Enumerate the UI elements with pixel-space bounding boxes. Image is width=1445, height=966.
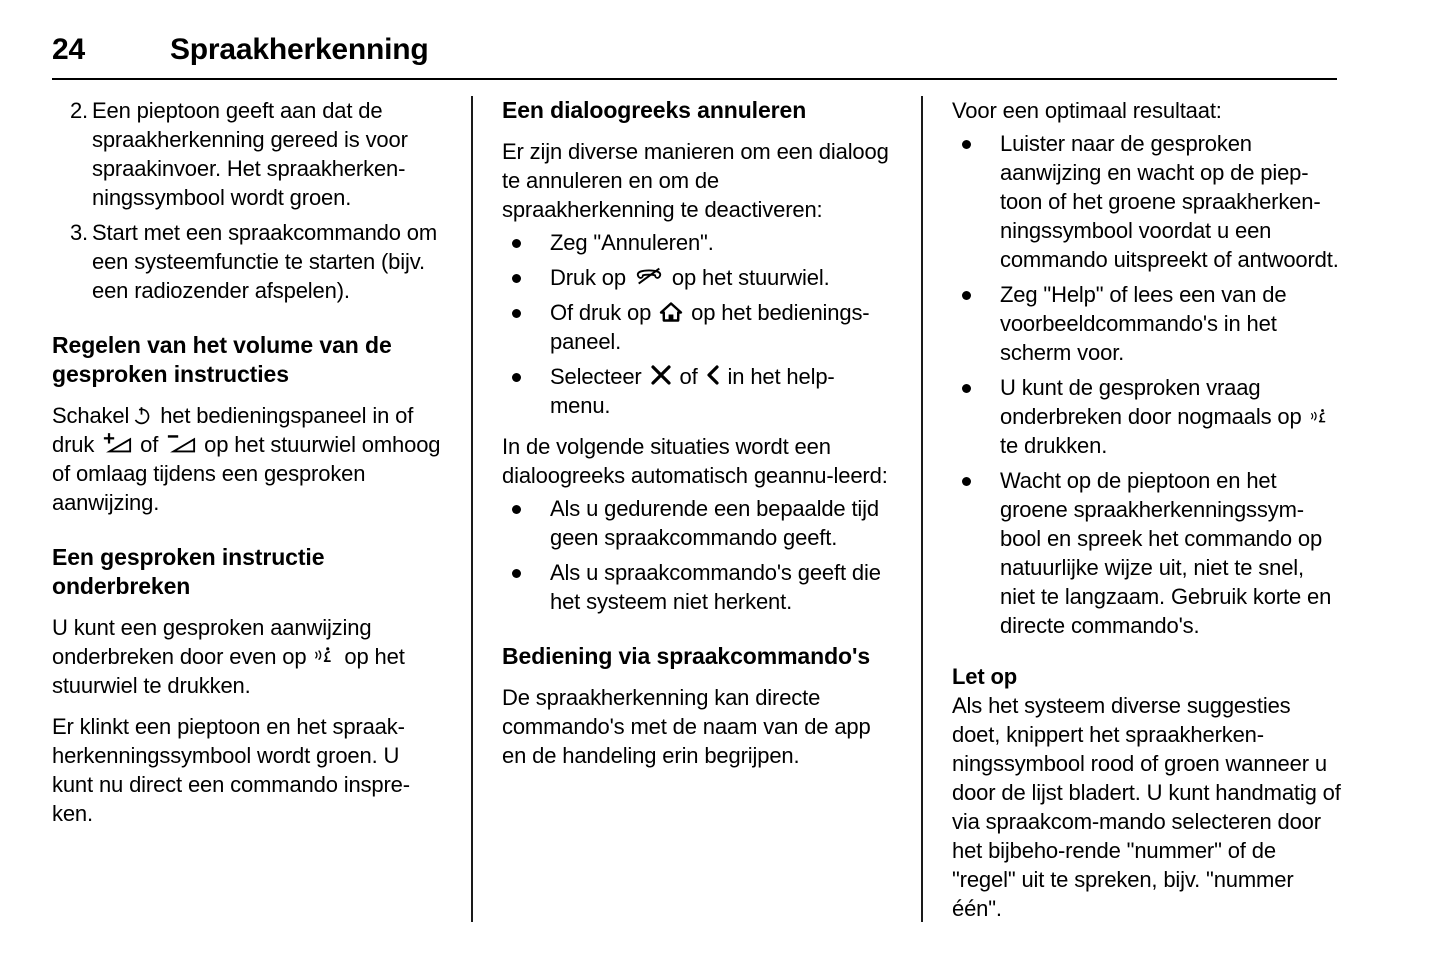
column-3: [952, 96, 1342, 926]
heading-interrupt-instruction: Een gesproken instructie onderbreken: [52, 544, 325, 599]
bullet-dot: [962, 291, 971, 300]
voice-talk-icon: [1310, 407, 1330, 427]
volume-up-icon: [102, 431, 132, 455]
home-icon: [659, 301, 683, 323]
list-item: [502, 228, 892, 257]
column-divider: [471, 96, 473, 922]
column-1: [52, 96, 442, 926]
paragraph-auto-cancel-intro: In de volgende situaties wordt een dialoogreeks automatisch geannu-leerd:: [502, 434, 888, 488]
column-gap-1: [442, 96, 502, 926]
list-item: [952, 466, 1342, 640]
list-text: op het bedienings-paneel.: [550, 300, 870, 354]
optimal-result-list: [952, 129, 1342, 640]
text-fragment: of: [140, 432, 159, 457]
list-item: [952, 129, 1342, 274]
cancel-methods-list: [502, 228, 892, 420]
paragraph-optimal-intro: Voor een optimaal resultaat:: [952, 98, 1222, 123]
list-number: 3.: [69, 220, 88, 245]
close-x-icon: [650, 364, 672, 386]
heading-voice-operation: Bediening via spraakcommando's: [502, 643, 871, 669]
volume-down-icon: [166, 431, 196, 455]
list-item: [952, 373, 1342, 460]
column-gap-2: [892, 96, 952, 926]
power-icon: [131, 405, 152, 426]
paragraph-voice-operation: De spraakherkenning kan directe commando's met de naam van de app en de handeling erin begrijpen.: [502, 685, 871, 768]
list-text: in het help-menu.: [550, 364, 835, 418]
list-text: Start met een spraakcommando om een systeemfunctie te starten (bijv. een radiozender afspelen).: [92, 220, 438, 303]
list-text: Een pieptoon geeft aan dat de spraakherkenning gereed is voor spraakinvoer. Het spraakherken-ningssymbool wordt groen.: [92, 98, 408, 210]
text-fragment: U kunt een gesproken aanwijzing onderbreken door even op: [52, 615, 372, 669]
list-text: Druk op: [550, 265, 626, 290]
list-item: [502, 494, 892, 552]
paragraph-volume: [52, 401, 442, 517]
bullet-dot: [962, 477, 971, 486]
list-text: Zeg "Annuleren".: [550, 230, 714, 255]
note-heading: Let op: [952, 664, 1018, 689]
list-item: [502, 558, 892, 616]
column-2: [502, 96, 892, 926]
auto-cancel-list: [502, 494, 892, 616]
list-text: Wacht op de pieptoon en het groene spraakherkenningssym-bool en spreek het commando op natuurlijke wijze uit, niet te snel, niet te langzaam. Gebruik korte en directe commando's.: [1000, 468, 1332, 638]
bullet-dot: [512, 274, 521, 283]
list-text: Of druk op: [550, 300, 652, 325]
list-text: op het stuurwiel.: [671, 265, 830, 290]
list-text: Zeg "Help" of lees een van de voorbeeldcommando's in het scherm voor.: [1000, 282, 1287, 365]
list-text: te drukken.: [1000, 433, 1108, 458]
list-text: Selecteer: [550, 364, 642, 389]
bullet-dot: [962, 140, 971, 149]
bullet-dot: [512, 569, 521, 578]
heading-volume-control: Regelen van het volume van de gesproken instructies: [52, 332, 392, 387]
bullet-dot: [512, 309, 521, 318]
list-item: [502, 263, 892, 292]
list-text: of: [679, 364, 698, 389]
text-fragment: het bedieningspaneel in of druk: [52, 403, 414, 457]
text-fragment: Schakel: [52, 403, 130, 428]
page-header: [52, 32, 1337, 80]
list-text: Luister naar de gesproken aanwijzing en wacht op de piep-toon of het groene spraakherken-ningssymbool voordat u een commando uitspreekt of antwoordt.: [1000, 131, 1339, 272]
numbered-list: [52, 96, 442, 305]
list-item: [502, 362, 892, 420]
page-number: 24: [52, 33, 85, 66]
bullet-dot: [512, 505, 521, 514]
list-item: [502, 298, 892, 356]
paragraph-cancel-intro: Er zijn diverse manieren om een dialoog te annuleren en om de spraakherkenning te deactiveren:: [502, 139, 889, 222]
list-text: Als u gedurende een bepaalde tijd geen spraakcommando geeft.: [550, 496, 879, 550]
bullet-dot: [512, 373, 521, 382]
column-container: [52, 96, 1342, 926]
text-fragment: op het stuurwiel omhoog of omlaag tijdens een gesproken aanwijzing.: [52, 432, 441, 515]
list-item: [52, 96, 442, 212]
list-number: 2.: [69, 98, 88, 123]
heading-cancel-dialog: Een dialoogreeks annuleren: [502, 97, 807, 123]
paragraph-beep: Er klinkt een pieptoon en het spraak-herkenningssymbool wordt groen. U kunt nu direct een commando inspre-ken.: [52, 714, 410, 826]
voice-talk-icon: [314, 645, 336, 667]
bullet-dot: [962, 384, 971, 393]
note-text: Als het systeem diverse suggesties doet, knippert het spraakherken-ningssymbool rood of groen wanneer u door de lijst bladert. U kunt handmatig of via spraakcom-mando selecteren door het bijbeho-rende "nummer" of de "regel" uit te spreken, bijv. "nummer één".: [952, 693, 1341, 921]
paragraph-interrupt: [52, 613, 442, 700]
bullet-dot: [512, 239, 521, 248]
end-call-icon: [634, 266, 664, 288]
page-title: Spraakherkenning: [170, 33, 429, 66]
list-text: U kunt de gesproken vraag onderbreken door nogmaals op: [1000, 375, 1302, 429]
list-item: [52, 218, 442, 305]
list-item: [952, 280, 1342, 367]
list-text: Als u spraakcommando's geeft die het systeem niet herkent.: [550, 560, 881, 614]
back-chevron-icon: [706, 364, 720, 386]
text-fragment: op het stuurwiel te drukken.: [52, 644, 405, 698]
column-divider: [921, 96, 923, 922]
